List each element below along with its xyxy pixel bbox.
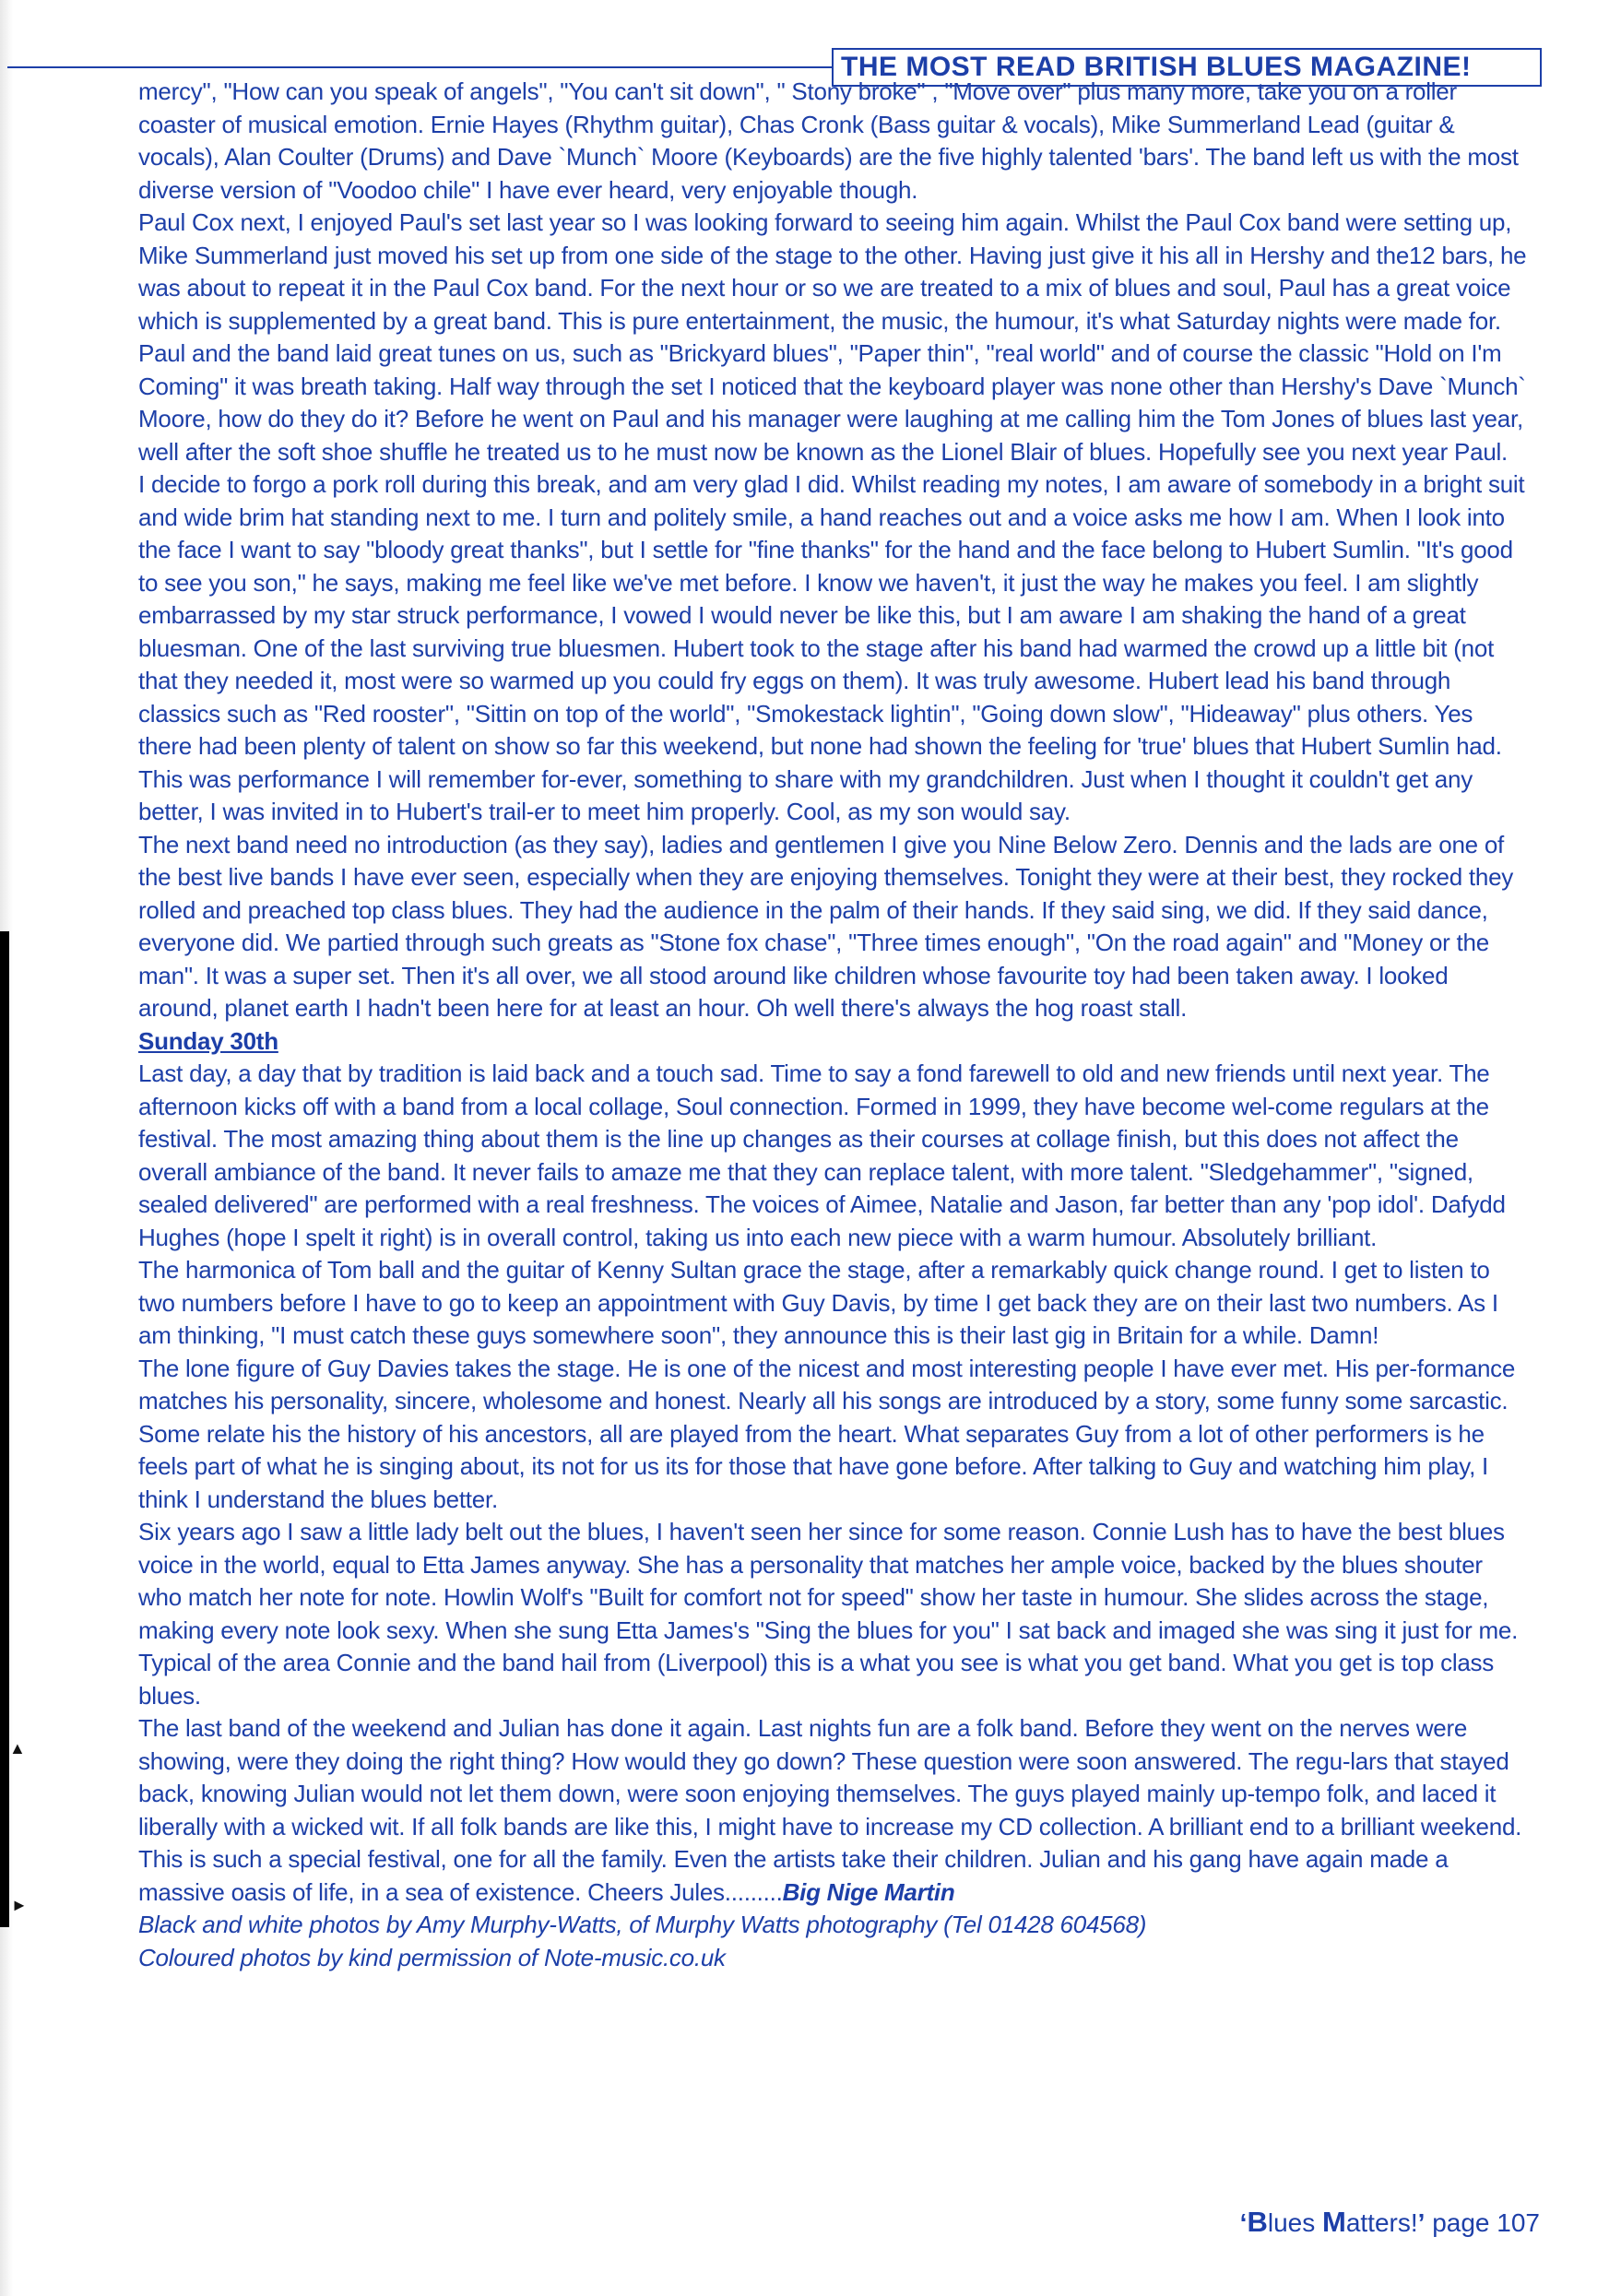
article-paragraph: mercy", "How can you speak of angels", "You can't sit down", " Stony broke" , "Move over" plus many more, take you on a roller coaster of musical emotion. Ernie Hayes (Rhythm guitar), Chas Cronk (Bass guitar & vocals), Mike Summerland Lead (guitar & vocals), Alan Coulter (Drums) and Dave `Munch` Moore (Keyboards) are the five highly talented 'bars'. The band left us with the most diverse version of "Voodoo chile" I have ever heard, very enjoyable though. <box>138 77 1519 204</box>
photo-credit-bw: Black and white photos by Amy Murphy-Watts, of Murphy Watts photography (Tel 01428 604568) <box>138 1911 1147 1938</box>
margin-arrow-icon: ► <box>11 1896 28 1914</box>
article-paragraph: The lone figure of Guy Davies takes the stage. He is one of the nicest and most interesting people I have ever met. His per-formance matches his personality, sincere, wholesome and honest. Nearly all his songs are introduced by a story, some funny some sarcastic. Some relate his the history of his ancestors, all are played from the heart. What separates Guy from a lot of other performers is he feels part of what he is singing about, its not for us its for those that have gone before. After talking to Guy and watching him play, I think I understand the blues better. <box>138 1354 1516 1513</box>
section-heading-sunday: Sunday 30th <box>138 1026 278 1055</box>
article-paragraph-final <box>138 1712 1529 1909</box>
photo-credit-colour: Coloured photos by kind permission of Note-music.co.uk <box>138 1943 726 1971</box>
folio-cap-m: M <box>1322 2206 1346 2238</box>
margin-arrow-icon: ▲ <box>9 1739 26 1758</box>
article-body <box>138 76 1529 1974</box>
folio-quote-open: ‘ <box>1239 2208 1248 2237</box>
article-paragraph: Paul Cox next, I enjoyed Paul's set last year so I was looking forward to seeing him again. Whilst the Paul Cox band were setting up, Mike Summerland just moved his set up from one side of the stage to the other. Having just give it his all in Hershy and the12 bars, he was about to repeat it in the Paul Cox band. For the next hour or so we are treated to a mix of blues and soul, Paul has a great voice which is supplemented by a great band. This is pure entertainment, the music, the humour, it's what Saturday nights were made for. Paul and the band laid great tunes on us, such as "Brickyard blues", "Paper thin", "real world" and of course the classic "Hold on I'm Coming" it was breath taking. Half way through the set I noticed that the keyboard player was none other than Hershy's Dave `Munch` Moore, how do they do it? Before he went on Paul and his manager were laughing at me calling him the Tom Jones of blues last year, well after the soft shoe shuffle he treated us to he must now be known as the Lionel Blair of blues. Hopefully see you next year Paul. <box>138 208 1527 466</box>
binding-edge-mark <box>0 931 9 1927</box>
folio-quote-close: ’ <box>1417 2208 1426 2237</box>
article-paragraph: The next band need no introduction (as they say), ladies and gentlemen I give you Nine Below Zero. Dennis and the lads are one of the best live bands I have ever seen, especially when they are enjoying themselves. Tonight they were at their best, they rocked they rolled and preached top class blues. They had the audience in the palm of their hands. If they said sing, we did. If they said dance, everyone did. We partied through such greats as "Stone fox chase", "Three times enough", "On the road again" and "Money or the man". It was a super set. Then it's all over, we all stood around like children whose favourite toy had been taken away. I looked around, planet earth I hadn't been here for at least an hour. Oh well there's always the hog roast stall. <box>138 830 1514 1022</box>
article-paragraph: The harmonica of Tom ball and the guitar of Kenny Sultan grace the stage, after a remarkably quick change round. I get to listen to two numbers before I have to go to keep an appointment with Guy Davis, by time I get back they are on their last two numbers. As I am thinking, "I must catch these guys somewhere soon", they announce this is their last gig in Britain for a while. Damn! <box>138 1256 1498 1349</box>
page-number: page 107 <box>1425 2208 1540 2237</box>
final-paragraph-text: The last band of the weekend and Julian has done it again. Last nights fun are a folk band. Before they went on the nerves were showing, were they doing the right thing? How would they go down? These question were soon answered. The regu-lars that stayed back, knowing Julian would not let them down, were soon enjoying themselves. The guys played mainly up-tempo folk, and laced it liberally with a wicked wit. If all folk bands are like this, I might have to increase my CD collection. A brilliant end to a brilliant weekend. This is such a special festival, one for all the family. Even the artists take their children. Julian and his gang have again made a massive oasis of life, in a sea of existence. Cheers Jules......... <box>138 1714 1522 1906</box>
article-paragraph: I decide to forgo a pork roll during this break, and am very glad I did. Whilst reading my notes, I am aware of somebody in a bright suit and wide brim hat standing next to me. I turn and politely smile, a hand reaches out and a voice asks me how I am. When I look into the face I want to say "bloody great thanks", but I settle for "fine thanks" for the hand and the face belong to Hubert Sumlin. "It's good to see you son," he says, making me feel like we've met before. I know we haven't, it just the way he makes you feel. I am slightly embarrassed by my star struck performance, I vowed I would never be like this, but I am aware I am shaking the hand of a great bluesman. One of the last surviving true bluesmen. Hubert took to the stage after his band had warmed the crowd up a little bit (not that they needed it, most were so warmed up you could fry eggs on them). It was truly awesome. Hubert lead his band through classics such as "Red rooster", "Sittin on top of the world", "Smokestack lightin", "Going down slow", "Hideaway" plus others. Yes there had been plenty of talent on show so far this weekend, but none had shown the feeling for 'true' blues that Hubert Sumlin had. This was performance I will remember for-ever, something to share with my grandchildren. Just when I thought it couldn't get any better, I was invited in to Hubert's trail-er to meet him properly. Cool, as my son would say. <box>138 470 1525 825</box>
author-byline: Big Nige Martin <box>782 1877 955 1906</box>
folio-atters: atters! <box>1345 2208 1418 2237</box>
article-paragraph: Last day, a day that by tradition is laid back and a touch sad. Time to say a fond farewell to old and new friends until next year. The afternoon kicks off with a band from a local collage, Soul connection. Formed in 1999, they have become wel-come regulars at the festival. The most amazing thing about them is the line up changes as their courses at collage finish, but this does not affect the overall ambiance of the band. It never fails to amaze me that they can replace talent, with more talent. "Sledgehammer", "signed, sealed delivered" are performed with a real freshness. The voices of Aimee, Natalie and Jason, far better than any 'pop idol'. Dafydd Hughes (hope I spelt it right) is in overall control, taking us into each new piece with a warm humour. Absolutely brilliant. <box>138 1059 1506 1251</box>
article-paragraph: Six years ago I saw a little lady belt out the blues, I haven't seen her since for some reason. Connie Lush has to have the best blues voice in the world, equal to Etta James anyway. She has a personality that matches her ample voice, backed by the blues shouter who match her note for note. Howlin Wolf's "Built for comfort not for speed" show her taste in humour. She slides across the stage, making every note look sexy. When she sung Etta James's "Sing the blues for you" I sat back and imaged she was sing it just for me. Typical of the area Connie and the band hail from (Liverpool) this is a what you see is what you get band. What you get is top class blues. <box>138 1518 1519 1710</box>
folio-lues: lues <box>1267 2208 1322 2237</box>
masthead-title: THE MOST READ BRITISH BLUES MAGAZINE! <box>841 52 1472 82</box>
header-rule <box>7 66 832 68</box>
folio-cap-b: B <box>1247 2206 1268 2238</box>
page-footer <box>1240 2206 1540 2239</box>
